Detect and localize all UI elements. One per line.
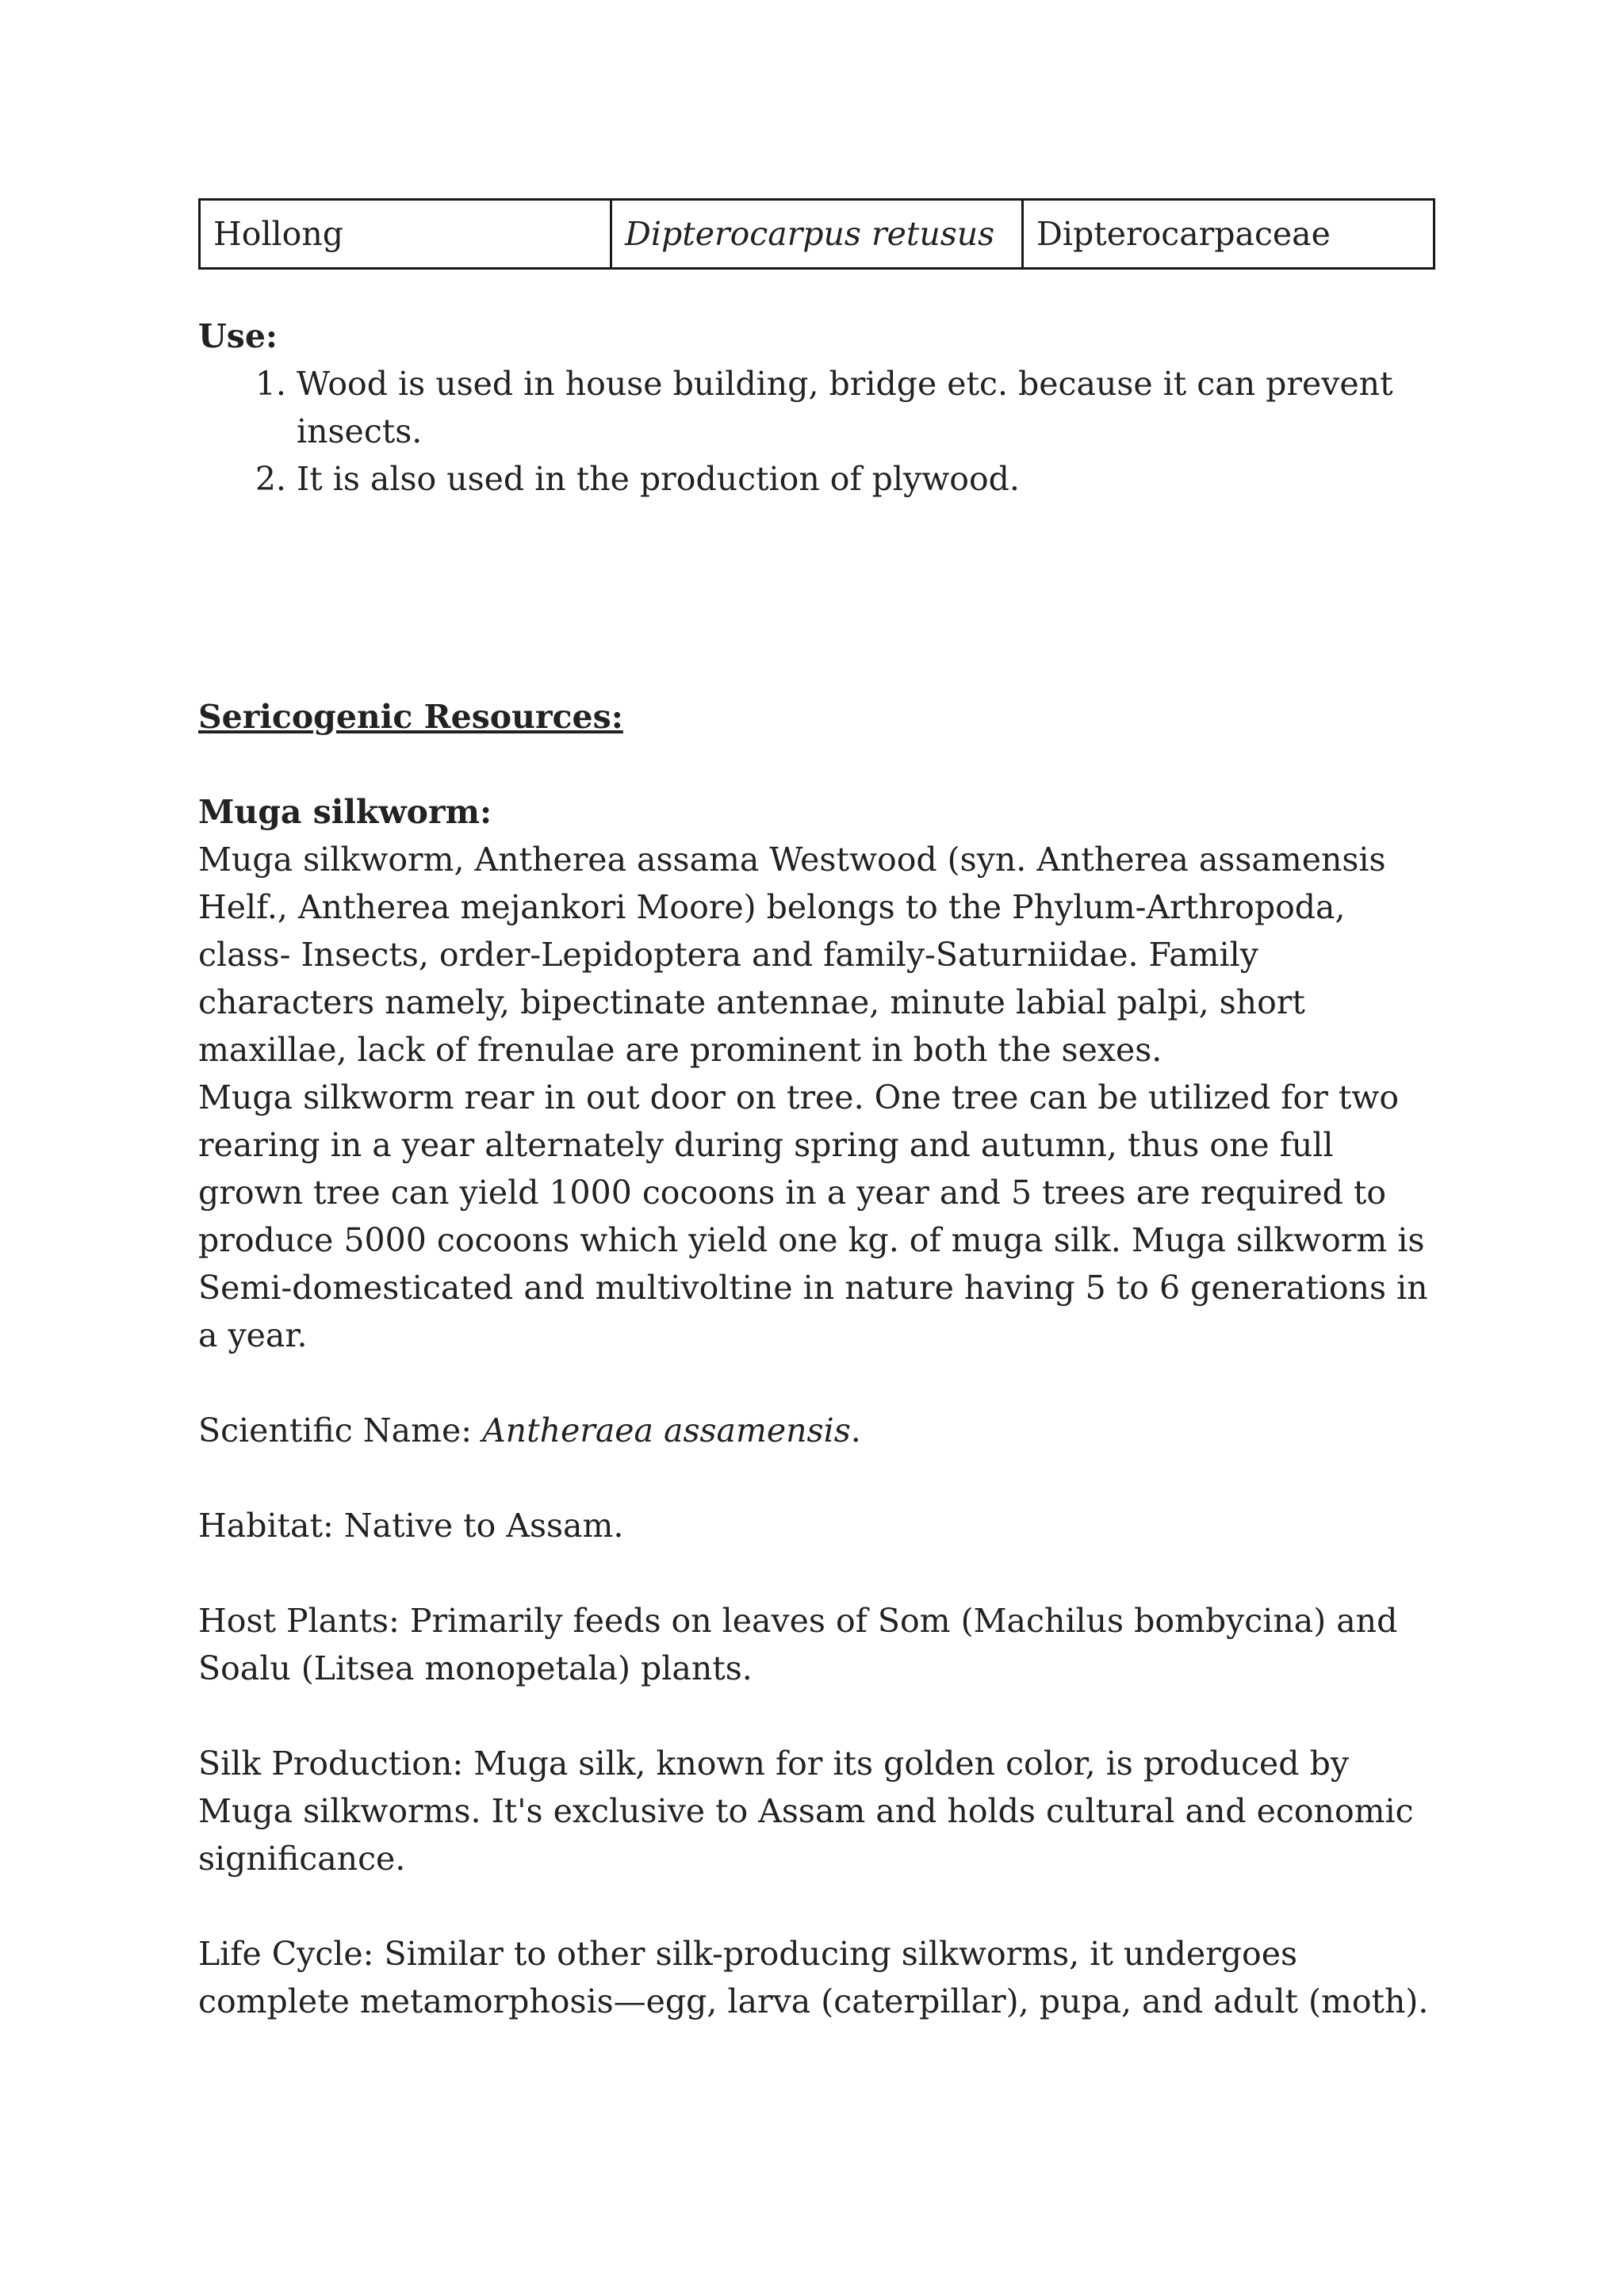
use-list (198, 360, 1435, 503)
table-row (200, 200, 1434, 269)
common-name-cell: Hollong (200, 200, 611, 269)
scientific-name-period: . (850, 1411, 861, 1450)
muga-description-paragraph: Muga silkworm, Antherea assama Westwood (syn. Antherea assamensis Helf., Antherea mejankori Moore) belongs to the Phylum-Arthropoda, class- Insects, order-Lepidoptera and family-Saturniidae. Family characters namely, bipectinate antennae, minute labial palpi, short maxillae, lack of frenulae are prominent in both the sexes. (198, 841, 1386, 1069)
life-cycle-paragraph: Life Cycle: Similar to other silk-producing silkworms, it undergoes complete metamorphosis—egg, larva (caterpillar), pupa, and adult (moth). (198, 1935, 1429, 2020)
list-item: 1. Wood is used in house building, bridge etc. because it can prevent insects. (297, 360, 1435, 455)
muga-rearing-paragraph: Muga silkworm rear in out door on tree. One tree can be utilized for two rearing in a year alternately during spring and autumn, thus one full grown tree can yield 1000 cocoons in a year and 5 trees are required to produce 5000 cocoons which yield one kg. of muga silk. Muga silkworm is Semi-domesticated and multivoltine in nature having 5 to 6 generations in a year. (198, 1078, 1428, 1354)
muga-silkworm-subheading: Muga silkworm: (198, 793, 492, 831)
sericogenic-heading: Sericogenic Resources: (198, 698, 623, 736)
scientific-name-cell: Dipterocarpus retusus (611, 200, 1023, 269)
species-table (198, 198, 1435, 270)
document-page (198, 198, 1435, 2025)
host-plants-paragraph: Host Plants: Primarily feeds on leaves of Som (Machilus bombycina) and Soalu (Litsea monopetala) plants. (198, 1602, 1398, 1687)
use-heading: Use: (198, 317, 278, 355)
habitat-line: Habitat: Native to Assam. (198, 1507, 624, 1545)
scientific-name-line (198, 1407, 1435, 1454)
list-item: 2. It is also used in the production of plywood. (297, 455, 1435, 503)
family-cell: Dipterocarpaceae (1023, 200, 1434, 269)
scientific-name-label: Scientific Name: (198, 1411, 483, 1450)
scientific-name-value: Antheraea assamensis (482, 1411, 851, 1450)
silk-production-paragraph: Silk Production: Muga silk, known for its golden color, is produced by Muga silkworms. It's exclusive to Assam and holds cultural and economic significance. (198, 1744, 1414, 1878)
